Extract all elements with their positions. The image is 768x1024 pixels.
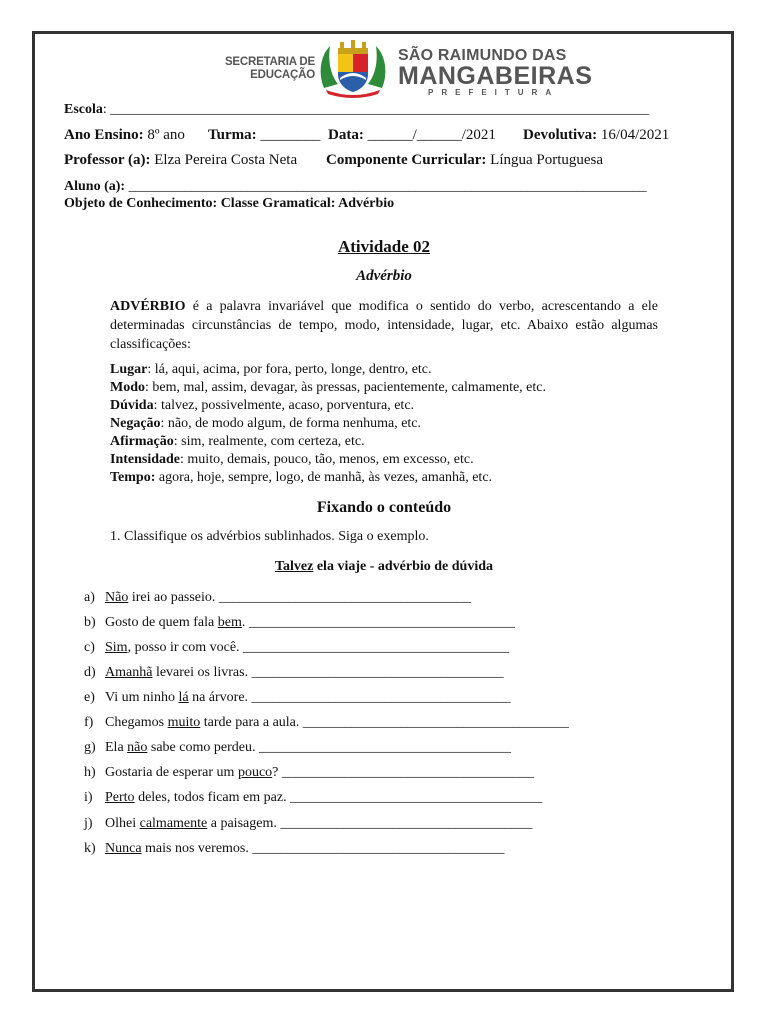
activity-title: Atividade 02 [337, 237, 431, 256]
intro-text: é a palavra invariável que modifica o sentido do verbo, acrescentando a ele determinadas circunstâncias de tempo, modo, intensidade, lugar, etc. Abaixo estão algumas classificações: [110, 299, 658, 352]
turma-row [208, 127, 320, 144]
classification-item: Afirmação: sim, realmente, com certeza, etc. [110, 434, 365, 449]
city-logo-text [398, 47, 592, 98]
devolutiva-value: 16/04/2021 [597, 127, 670, 143]
activity-subtitle: Advérbio [356, 268, 412, 284]
exercise-item-e[interactable]: e) Vi um ninho lá na árvore. _____________________________________ [84, 690, 511, 705]
example-word: Talvez [274, 559, 314, 574]
exercise-item-f[interactable]: f) Chegamos muito tarde para a aula. ______________________________________ [84, 715, 569, 730]
logo-right-line2: MANGABEIRAS [398, 62, 593, 90]
ano-row [64, 127, 185, 144]
professor-label: Professor (a): [64, 152, 151, 168]
exercise-example [0, 559, 768, 575]
exercise-item-h[interactable]: h) Gostaria de esperar um pouco? ____________________________________ [84, 765, 534, 780]
logo-left-line1: SECRETARIA DE [224, 56, 315, 68]
ano-value: 8º ano [143, 127, 185, 143]
data-row [328, 127, 496, 144]
logo-right-line1: SÃO RAIMUNDO DAS [398, 47, 567, 64]
logo-left-line2: EDUCAÇÃO [250, 69, 315, 81]
classification-item: Tempo: agora, hoje, sempre, logo, de manhã, às vezes, amanhã, etc. [110, 470, 493, 485]
exercise-item-g[interactable]: g) Ela não sabe como perdeu. ____________________________________ [84, 740, 511, 755]
intro-paragraph [110, 297, 658, 354]
professor-value: Elza Pereira Costa Neta [150, 152, 298, 168]
aluno-field[interactable]: __________________________________________________________________________ [125, 179, 647, 194]
componente-row [326, 152, 603, 169]
exercise-item-j[interactable]: j) Olhei calmamente a paisagem. ____________________________________ [84, 816, 533, 831]
classification-list [110, 361, 546, 487]
turma-label: Turma: [208, 127, 257, 143]
escola-row [64, 102, 649, 118]
exercise-item-d[interactable]: d) Amanhã levarei os livras. ____________________________________ [84, 665, 504, 680]
classification-item: Negação: não, de modo algum, de forma nenhuma, etc. [110, 416, 422, 431]
city-crest-icon [316, 38, 390, 100]
classification-item: Intensidade: muito, demais, pouco, tão, menos, em excesso, etc. [110, 452, 474, 467]
data-label: Data: [328, 127, 364, 143]
exercise-item-b[interactable]: b) Gosto de quem fala bem. ______________________________________ [84, 615, 515, 630]
intro-term: ADVÉRBIO [110, 299, 186, 314]
ano-label: Ano Ensino: [64, 127, 144, 143]
classification-item: Modo: bem, mal, assim, devagar, às pressas, pacientemente, calmamente, etc. [110, 380, 547, 395]
aluno-label: Aluno (a): [64, 179, 126, 194]
escola-field[interactable]: : _____________________________________________________________________________ [102, 102, 650, 117]
exercise-item-i[interactable]: i) Perto deles, todos ficam em paz. ____________________________________ [84, 790, 543, 805]
devolutiva-label: Devolutiva: [523, 127, 598, 143]
escola-label: Escola [64, 102, 103, 117]
logo-right-line3: PREFEITURA [428, 88, 560, 97]
exercise-item-c[interactable]: c) Sim, posso ir com você. ______________________________________ [84, 640, 510, 655]
exercise-item-k[interactable]: k) Nunca mais nos veremos. ____________________________________ [84, 841, 505, 856]
exercise-heading: Fixando o conteúdo [316, 499, 452, 516]
classification-item: Dúvida: talvez, possivelmente, acaso, porventura, etc. [110, 398, 415, 413]
turma-field[interactable]: ________ [256, 127, 321, 143]
professor-row [64, 152, 297, 169]
data-field[interactable]: ______/______/2021 [363, 127, 496, 143]
devolutiva-row [523, 127, 669, 144]
secretaria-logo-text [215, 56, 315, 82]
exercise-instruction: 1. Classifique os advérbios sublinhados. Siga o exemplo. [110, 529, 429, 544]
classification-item: Lugar: lá, aqui, acima, por fora, perto, longe, dentro, etc. [110, 362, 432, 377]
componente-value: Língua Portuguesa [486, 152, 604, 168]
exercise-item-a[interactable]: a) Não irei ao passeio. ____________________________________ [84, 590, 471, 605]
aluno-row [64, 179, 647, 195]
objeto-conhecimento: Objeto de Conhecimento: Classe Gramatical: Advérbio [64, 196, 395, 211]
example-rest: ela viaje - advérbio de dúvida [313, 559, 494, 574]
componente-label: Componente Curricular: [326, 152, 487, 168]
